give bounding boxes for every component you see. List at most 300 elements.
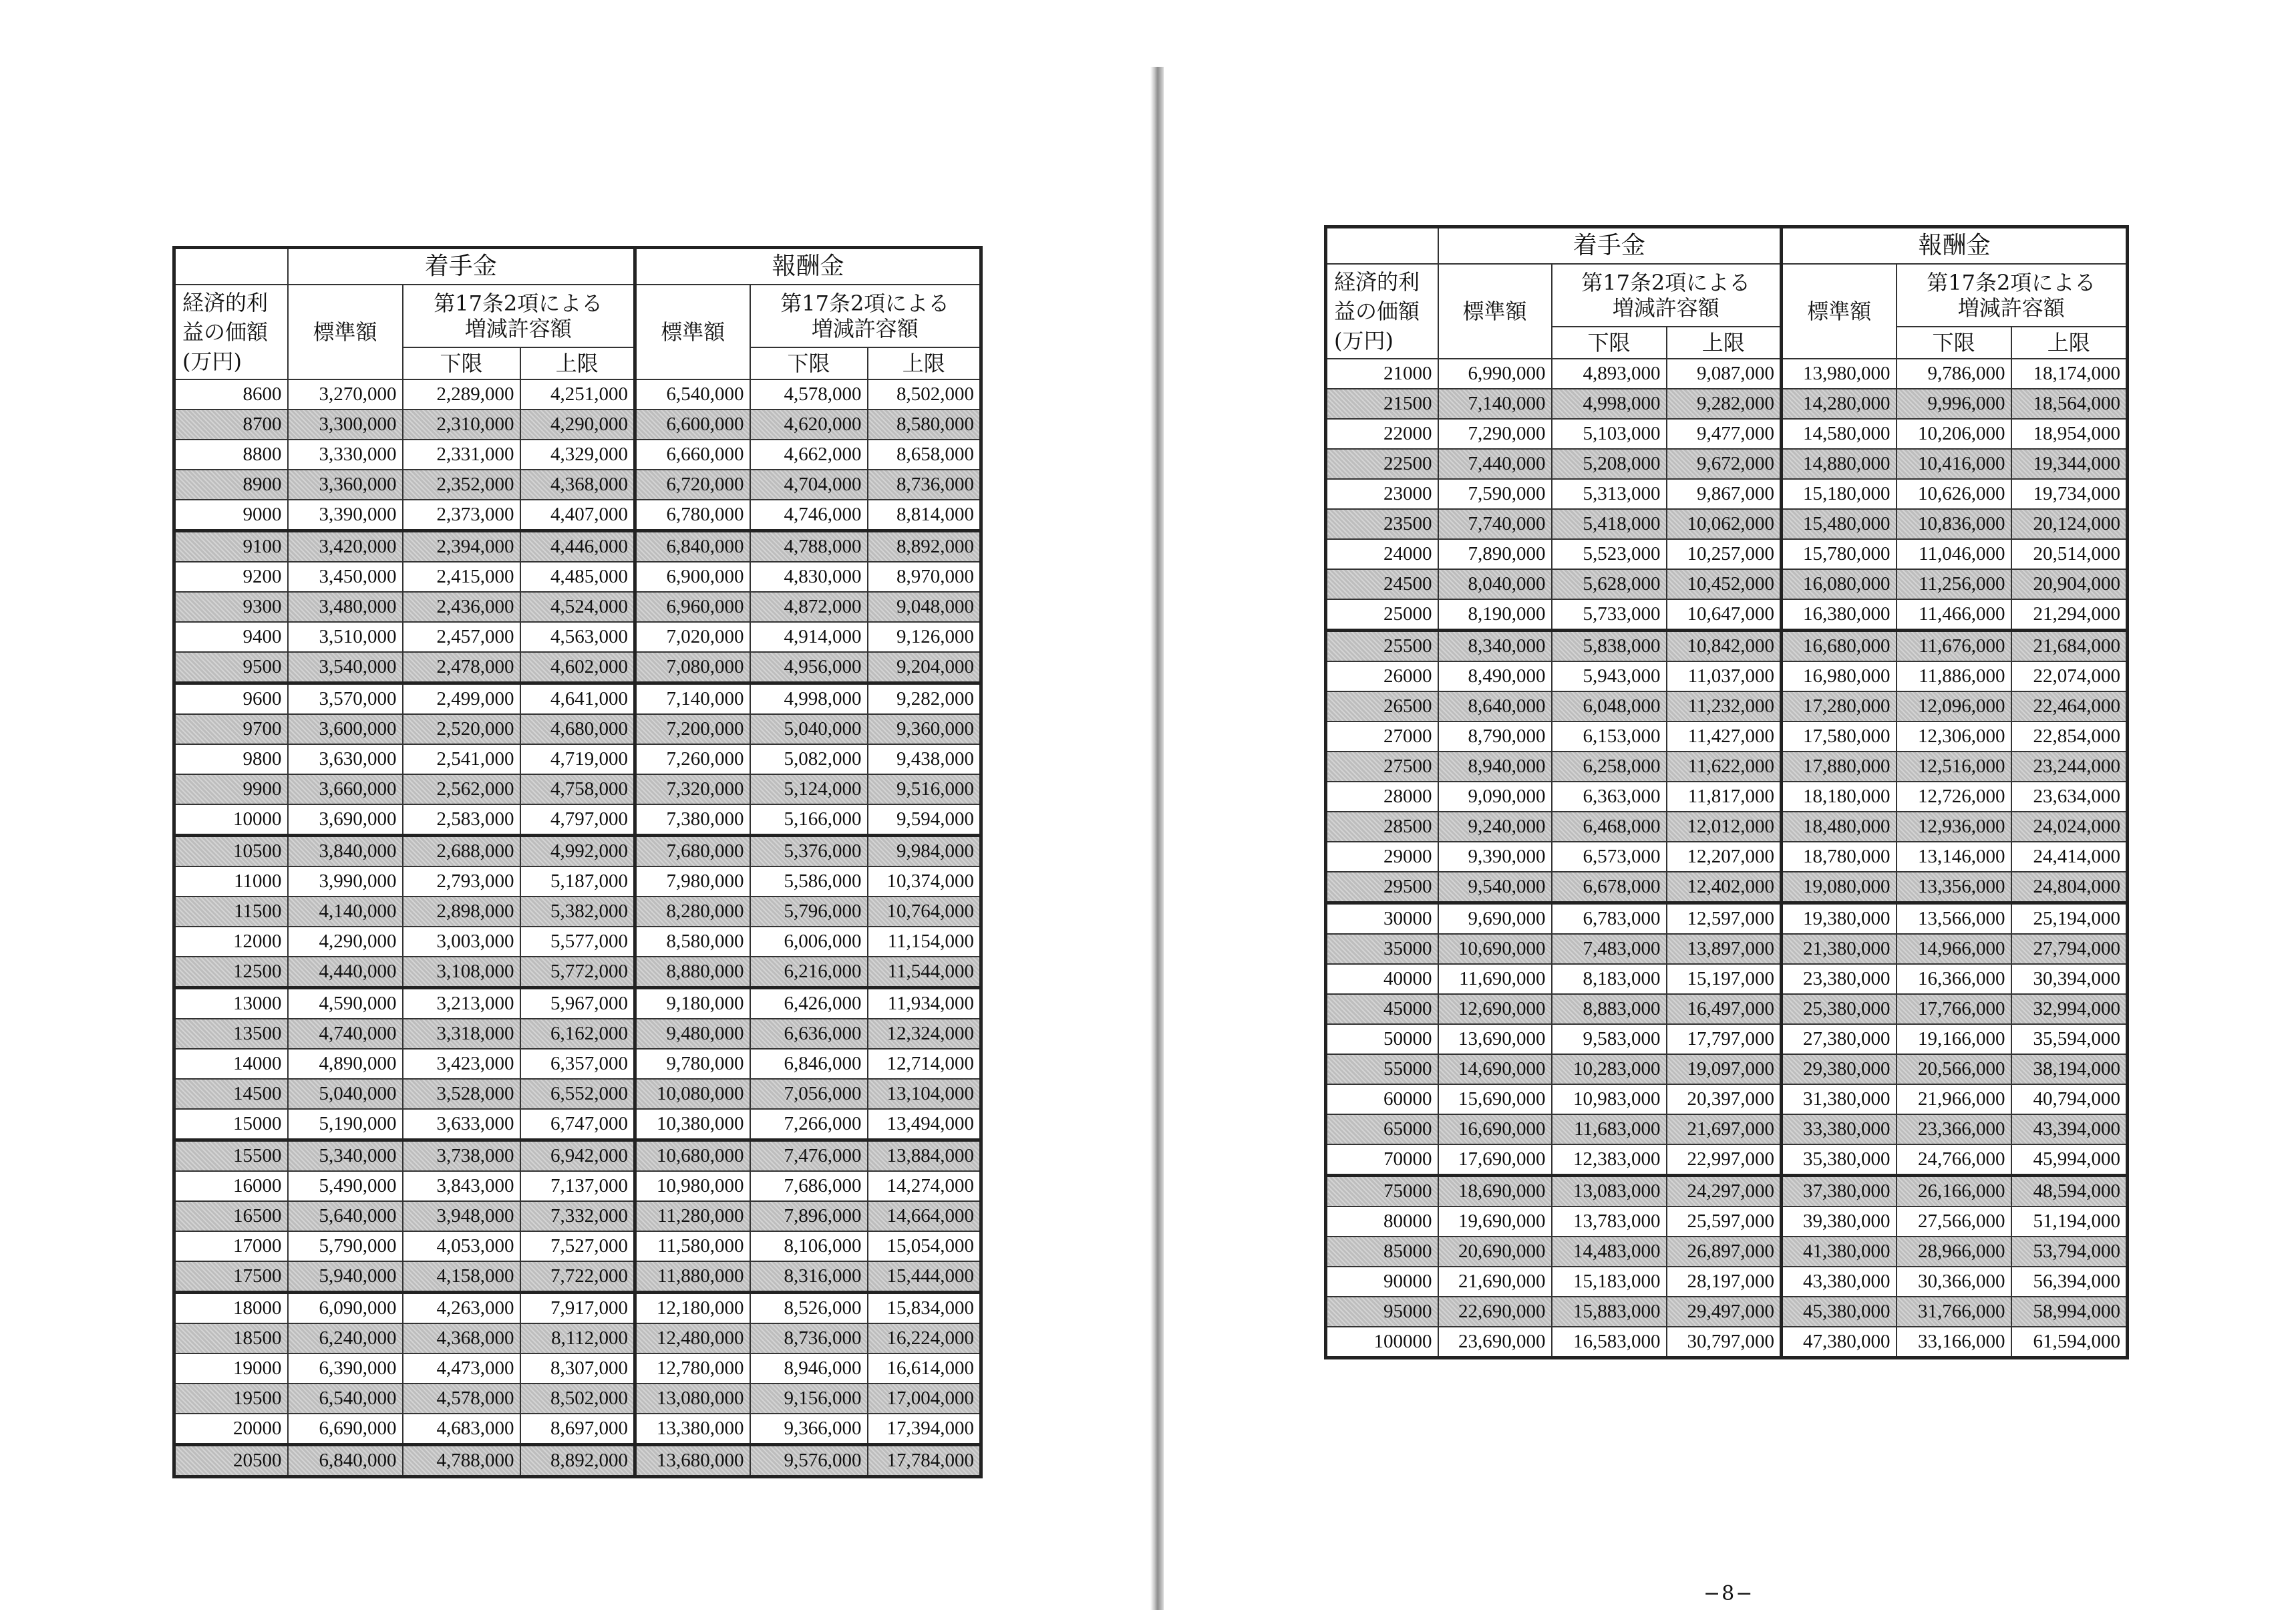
table-cell: 31,380,000 <box>1782 1084 1897 1114</box>
table-cell: 19,097,000 <box>1667 1054 1782 1084</box>
table-row <box>174 652 981 683</box>
group-reward: 報酬金 <box>635 248 981 285</box>
table-cell: 3,270,000 <box>288 379 403 410</box>
table-cell: 5,628,000 <box>1552 569 1667 599</box>
table-cell: 5,523,000 <box>1552 539 1667 569</box>
table-cell: 2,415,000 <box>403 562 520 592</box>
table-cell: 25,380,000 <box>1782 994 1897 1024</box>
table-cell: 61,594,000 <box>2011 1327 2128 1358</box>
table-cell: 7,332,000 <box>520 1201 635 1231</box>
table-cell: 4,662,000 <box>750 440 868 470</box>
table-cell: 2,499,000 <box>403 683 520 715</box>
table-cell: 2,520,000 <box>403 714 520 744</box>
table-row <box>174 1109 981 1140</box>
table-cell: 51,194,000 <box>2011 1206 2128 1237</box>
table-cell: 7,200,000 <box>635 714 750 744</box>
table-cell: 21,697,000 <box>1667 1114 1782 1144</box>
table-cell: 5,640,000 <box>288 1201 403 1231</box>
table-row <box>174 957 981 988</box>
table-cell: 11000 <box>174 866 288 897</box>
adjust-line: 第17条2項による <box>780 290 950 316</box>
table-cell: 6,153,000 <box>1552 721 1667 752</box>
table-cell: 6,090,000 <box>288 1293 403 1324</box>
table-cell: 22,464,000 <box>2011 691 2128 721</box>
table-cell: 7,483,000 <box>1552 934 1667 964</box>
table-cell: 6,660,000 <box>635 440 750 470</box>
table-cell: 8,502,000 <box>868 379 981 410</box>
table-cell: 5,772,000 <box>520 957 635 988</box>
table-cell: 27000 <box>1326 721 1438 752</box>
table-cell: 9,438,000 <box>868 744 981 774</box>
table-cell: 23000 <box>1326 479 1438 509</box>
table-cell: 4,251,000 <box>520 379 635 410</box>
table-cell: 4,830,000 <box>750 562 868 592</box>
table-cell: 26,897,000 <box>1667 1237 1782 1267</box>
table-cell: 4,290,000 <box>520 410 635 440</box>
table-cell: 2,373,000 <box>403 500 520 531</box>
table-row <box>1326 1144 2128 1176</box>
table-cell: 13500 <box>174 1019 288 1049</box>
table-cell: 5,577,000 <box>520 927 635 957</box>
table-cell: 11,817,000 <box>1667 782 1782 812</box>
table-row <box>1326 1024 2128 1054</box>
adjust-line: 増減許容額 <box>1612 295 1719 321</box>
table-cell: 8,580,000 <box>635 927 750 957</box>
table-cell: 4,590,000 <box>288 988 403 1019</box>
table-cell: 12,402,000 <box>1667 872 1782 903</box>
table-cell: 23,366,000 <box>1897 1114 2011 1144</box>
table-cell: 37,380,000 <box>1782 1176 1897 1207</box>
table-cell: 11,690,000 <box>1438 964 1552 994</box>
table-cell: 7,056,000 <box>750 1079 868 1109</box>
table-cell: 7,917,000 <box>520 1293 635 1324</box>
table-cell: 4,788,000 <box>403 1445 520 1477</box>
table-cell: 9500 <box>174 652 288 683</box>
table-row <box>1326 1176 2128 1207</box>
table-cell: 9,390,000 <box>1438 842 1552 872</box>
table-row <box>174 1201 981 1231</box>
table-cell: 6,720,000 <box>635 470 750 500</box>
table-cell: 16,380,000 <box>1782 599 1897 631</box>
table-cell: 9,540,000 <box>1438 872 1552 903</box>
table-cell: 4,053,000 <box>403 1231 520 1261</box>
table-cell: 5,940,000 <box>288 1261 403 1293</box>
table-cell: 8,190,000 <box>1438 599 1552 631</box>
table-cell: 10,062,000 <box>1667 509 1782 539</box>
table-cell: 8,940,000 <box>1438 752 1552 782</box>
table-cell: 12,096,000 <box>1897 691 2011 721</box>
table-cell: 11,037,000 <box>1667 661 1782 691</box>
table-cell: 41,380,000 <box>1782 1237 1897 1267</box>
table-row <box>174 836 981 867</box>
table-row <box>174 1445 981 1477</box>
upper-header: 上限 <box>1667 327 1782 359</box>
table-cell: 8,658,000 <box>868 440 981 470</box>
table-cell: 8,490,000 <box>1438 661 1552 691</box>
group-retainer: 着手金 <box>288 248 635 285</box>
table-cell: 29,497,000 <box>1667 1297 1782 1327</box>
table-cell: 20,514,000 <box>2011 539 2128 569</box>
table-cell: 3,528,000 <box>403 1079 520 1109</box>
table-cell: 60000 <box>1326 1084 1438 1114</box>
table-cell: 10,626,000 <box>1897 479 2011 509</box>
table-cell: 3,330,000 <box>288 440 403 470</box>
table-cell: 43,380,000 <box>1782 1267 1897 1297</box>
table-cell: 15500 <box>174 1140 288 1172</box>
upper-header: 上限 <box>868 347 981 379</box>
table-row <box>1326 569 2128 599</box>
table-cell: 18,954,000 <box>2011 419 2128 449</box>
table-cell: 5,418,000 <box>1552 509 1667 539</box>
table-cell: 10,206,000 <box>1897 419 2011 449</box>
table-cell: 3,843,000 <box>403 1171 520 1201</box>
table-cell: 9,090,000 <box>1438 782 1552 812</box>
table-cell: 4,620,000 <box>750 410 868 440</box>
table-cell: 10,257,000 <box>1667 539 1782 569</box>
table-cell: 4,992,000 <box>520 836 635 867</box>
table-cell: 13,897,000 <box>1667 934 1782 964</box>
table-cell: 13,356,000 <box>1897 872 2011 903</box>
table-row <box>174 500 981 531</box>
table-cell: 7,440,000 <box>1438 449 1552 479</box>
table-cell: 8,970,000 <box>868 562 981 592</box>
table-cell: 33,380,000 <box>1782 1114 1897 1144</box>
table-cell: 2,310,000 <box>403 410 520 440</box>
economic-benefit-header <box>174 285 288 379</box>
table-cell: 4,140,000 <box>288 897 403 927</box>
label-line: 経済的利 <box>1334 269 1420 295</box>
table-row <box>1326 1206 2128 1237</box>
table-row <box>174 1019 981 1049</box>
table-cell: 24,414,000 <box>2011 842 2128 872</box>
table-row <box>1326 1327 2128 1358</box>
table-cell: 22,074,000 <box>2011 661 2128 691</box>
table-cell: 18000 <box>174 1293 288 1324</box>
table-cell: 6,846,000 <box>750 1049 868 1079</box>
table-cell: 33,166,000 <box>1897 1327 2011 1358</box>
label-line: 経済的利 <box>182 290 269 315</box>
fee-table-right <box>1324 225 2126 1359</box>
table-cell: 10,690,000 <box>1438 934 1552 964</box>
corner-cell <box>1326 227 1438 265</box>
table-cell: 9000 <box>174 500 288 531</box>
table-cell: 15,780,000 <box>1782 539 1897 569</box>
adjust-line: 増減許容額 <box>464 315 572 341</box>
table-cell: 16,680,000 <box>1782 631 1897 662</box>
table-cell: 12,180,000 <box>635 1293 750 1324</box>
table-cell: 6,162,000 <box>520 1019 635 1049</box>
table-row <box>1326 1114 2128 1144</box>
table-cell: 8,580,000 <box>868 410 981 440</box>
table-cell: 3,420,000 <box>288 531 403 562</box>
table-cell: 5,586,000 <box>750 866 868 897</box>
table-cell: 11,683,000 <box>1552 1114 1667 1144</box>
table-cell: 6,258,000 <box>1552 752 1667 782</box>
table-cell: 12,690,000 <box>1438 994 1552 1024</box>
table-cell: 50000 <box>1326 1024 1438 1054</box>
table-cell: 12,516,000 <box>1897 752 2011 782</box>
table-cell: 8,502,000 <box>520 1384 635 1414</box>
table-cell: 25,597,000 <box>1667 1206 1782 1237</box>
table-cell: 6,048,000 <box>1552 691 1667 721</box>
economic-benefit-header <box>1326 264 1438 359</box>
table-row <box>174 1140 981 1172</box>
table-cell: 18,174,000 <box>2011 359 2128 389</box>
table-cell: 19000 <box>174 1353 288 1384</box>
table-cell: 10,452,000 <box>1667 569 1782 599</box>
standard-header: 標準額 <box>288 285 403 379</box>
table-cell: 4,797,000 <box>520 804 635 836</box>
table-cell: 35000 <box>1326 934 1438 964</box>
table-cell: 16,583,000 <box>1552 1327 1667 1358</box>
table-cell: 40,794,000 <box>2011 1084 2128 1114</box>
table-cell: 8900 <box>174 470 288 500</box>
table-cell: 5,040,000 <box>750 714 868 744</box>
table-cell: 2,688,000 <box>403 836 520 867</box>
table-row <box>174 683 981 715</box>
table-cell: 19,166,000 <box>1897 1024 2011 1054</box>
table-cell: 3,300,000 <box>288 410 403 440</box>
table-row <box>174 988 981 1019</box>
table-cell: 15,054,000 <box>868 1231 981 1261</box>
table-cell: 9300 <box>174 592 288 622</box>
table-cell: 14000 <box>174 1049 288 1079</box>
table-body <box>174 379 981 1477</box>
table-cell: 10,680,000 <box>635 1140 750 1172</box>
table-cell: 8,892,000 <box>520 1445 635 1477</box>
table-cell: 4,368,000 <box>403 1323 520 1353</box>
table-cell: 4,704,000 <box>750 470 868 500</box>
table-cell: 21,380,000 <box>1782 934 1897 964</box>
table-cell: 6,540,000 <box>635 379 750 410</box>
table-row <box>1326 782 2128 812</box>
table-cell: 3,423,000 <box>403 1049 520 1079</box>
table-cell: 7,380,000 <box>635 804 750 836</box>
table-cell: 7,260,000 <box>635 744 750 774</box>
table-cell: 3,570,000 <box>288 683 403 715</box>
table-row <box>174 744 981 774</box>
table-cell: 19,734,000 <box>2011 479 2128 509</box>
table-cell: 27500 <box>1326 752 1438 782</box>
table-cell: 10,980,000 <box>635 1171 750 1201</box>
table-cell: 6,678,000 <box>1552 872 1667 903</box>
table-cell: 5,190,000 <box>288 1109 403 1140</box>
table-cell: 5,103,000 <box>1552 419 1667 449</box>
table-cell: 13,494,000 <box>868 1109 981 1140</box>
table-cell: 14,664,000 <box>868 1201 981 1231</box>
table-cell: 6,426,000 <box>750 988 868 1019</box>
table-cell: 6,942,000 <box>520 1140 635 1172</box>
table-cell: 9,583,000 <box>1552 1024 1667 1054</box>
table-cell: 14,280,000 <box>1782 389 1897 419</box>
table-cell: 8800 <box>174 440 288 470</box>
table-cell: 14,880,000 <box>1782 449 1897 479</box>
page-fold <box>1150 67 1164 1610</box>
table-cell: 18,180,000 <box>1782 782 1897 812</box>
table-cell: 2,289,000 <box>403 379 520 410</box>
table-cell: 5,733,000 <box>1552 599 1667 631</box>
table-cell: 21,684,000 <box>2011 631 2128 662</box>
table-cell: 3,108,000 <box>403 957 520 988</box>
upper-header: 上限 <box>2011 327 2128 359</box>
table-cell: 6,783,000 <box>1552 903 1667 935</box>
table-cell: 4,680,000 <box>520 714 635 744</box>
table-cell: 12500 <box>174 957 288 988</box>
table-cell: 8,736,000 <box>868 470 981 500</box>
table-cell: 5,313,000 <box>1552 479 1667 509</box>
table-cell: 13,080,000 <box>635 1384 750 1414</box>
table-cell: 9,672,000 <box>1667 449 1782 479</box>
table-cell: 29,380,000 <box>1782 1054 1897 1084</box>
table-cell: 35,594,000 <box>2011 1024 2128 1054</box>
table-cell: 9,204,000 <box>868 652 981 683</box>
table-cell: 35,380,000 <box>1782 1144 1897 1176</box>
table-cell: 11,154,000 <box>868 927 981 957</box>
table-cell: 19,690,000 <box>1438 1206 1552 1237</box>
table-cell: 15,183,000 <box>1552 1267 1667 1297</box>
adjust-line: 増減許容額 <box>1957 295 2065 321</box>
table-cell: 7,140,000 <box>1438 389 1552 419</box>
table-cell: 30,797,000 <box>1667 1327 1782 1358</box>
table-cell: 16500 <box>174 1201 288 1231</box>
table-cell: 10,380,000 <box>635 1109 750 1140</box>
table-cell: 8600 <box>174 379 288 410</box>
table-row <box>1326 359 2128 389</box>
table-cell: 11,046,000 <box>1897 539 2011 569</box>
table-cell: 2,394,000 <box>403 531 520 562</box>
table-cell: 4,683,000 <box>403 1414 520 1445</box>
table-cell: 5,187,000 <box>520 866 635 897</box>
table-cell: 14500 <box>174 1079 288 1109</box>
table-cell: 4,914,000 <box>750 622 868 652</box>
table-cell: 21500 <box>1326 389 1438 419</box>
table-cell: 12,383,000 <box>1552 1144 1667 1176</box>
table-cell: 43,394,000 <box>2011 1114 2128 1144</box>
table-cell: 24,024,000 <box>2011 812 2128 842</box>
table-cell: 6,690,000 <box>288 1414 403 1445</box>
table-cell: 9,690,000 <box>1438 903 1552 935</box>
table-row <box>1326 419 2128 449</box>
table-cell: 25000 <box>1326 599 1438 631</box>
table-cell: 17000 <box>174 1231 288 1261</box>
table-cell: 4,788,000 <box>750 531 868 562</box>
table-cell: 9,594,000 <box>868 804 981 836</box>
table-cell: 3,633,000 <box>403 1109 520 1140</box>
table-cell: 8,526,000 <box>750 1293 868 1324</box>
table-cell: 8,106,000 <box>750 1231 868 1261</box>
adjust-header <box>1552 264 1782 327</box>
table-cell: 3,690,000 <box>288 804 403 836</box>
table-cell: 22500 <box>1326 449 1438 479</box>
table-cell: 48,594,000 <box>2011 1176 2128 1207</box>
table-row <box>174 1261 981 1293</box>
table-row <box>1326 449 2128 479</box>
table-cell: 12,597,000 <box>1667 903 1782 935</box>
table-cell: 11,466,000 <box>1897 599 2011 631</box>
table-row <box>174 1293 981 1324</box>
table-row <box>1326 1267 2128 1297</box>
table-cell: 27,380,000 <box>1782 1024 1897 1054</box>
table-cell: 6,840,000 <box>635 531 750 562</box>
table-cell: 19,344,000 <box>2011 449 2128 479</box>
table-cell: 8,883,000 <box>1552 994 1667 1024</box>
table-cell: 18500 <box>174 1323 288 1353</box>
table-cell: 11,934,000 <box>868 988 981 1019</box>
table-cell: 23,634,000 <box>2011 782 2128 812</box>
table-cell: 9,366,000 <box>750 1414 868 1445</box>
table-cell: 13,884,000 <box>868 1140 981 1172</box>
group-retainer: 着手金 <box>1438 227 1782 265</box>
table-cell: 24000 <box>1326 539 1438 569</box>
table-cell: 5,382,000 <box>520 897 635 927</box>
table-row <box>1326 1237 2128 1267</box>
label-line: 益の価額 <box>1334 299 1420 324</box>
table-cell: 8,880,000 <box>635 957 750 988</box>
table-cell: 22,690,000 <box>1438 1297 1552 1327</box>
table-cell: 5,376,000 <box>750 836 868 867</box>
table-cell: 3,318,000 <box>403 1019 520 1049</box>
table-cell: 20,566,000 <box>1897 1054 2011 1084</box>
table-cell: 3,360,000 <box>288 470 403 500</box>
table-cell: 6,600,000 <box>635 410 750 440</box>
table-cell: 16,690,000 <box>1438 1114 1552 1144</box>
table-cell: 6,900,000 <box>635 562 750 592</box>
table-cell: 8,640,000 <box>1438 691 1552 721</box>
table-cell: 6,573,000 <box>1552 842 1667 872</box>
table-cell: 30,366,000 <box>1897 1267 2011 1297</box>
table-cell: 16,980,000 <box>1782 661 1897 691</box>
table-row <box>1326 872 2128 903</box>
table-cell: 45000 <box>1326 994 1438 1024</box>
table-cell: 15,197,000 <box>1667 964 1782 994</box>
table-row <box>174 774 981 804</box>
table-cell: 8700 <box>174 410 288 440</box>
table-cell: 30000 <box>1326 903 1438 935</box>
lower-header: 下限 <box>750 347 868 379</box>
table-cell: 11,880,000 <box>635 1261 750 1293</box>
table-cell: 4,746,000 <box>750 500 868 531</box>
table-cell: 12,780,000 <box>635 1353 750 1384</box>
table-cell: 65000 <box>1326 1114 1438 1144</box>
table-cell: 9,282,000 <box>1667 389 1782 419</box>
table-cell: 9900 <box>174 774 288 804</box>
corner-cell <box>174 248 288 285</box>
table-cell: 39,380,000 <box>1782 1206 1897 1237</box>
table-row <box>174 622 981 652</box>
table-cell: 9,240,000 <box>1438 812 1552 842</box>
table-cell: 4,998,000 <box>750 683 868 715</box>
table-cell: 4,485,000 <box>520 562 635 592</box>
table-cell: 11500 <box>174 897 288 927</box>
lower-header: 下限 <box>1897 327 2011 359</box>
table-cell: 11,544,000 <box>868 957 981 988</box>
table-cell: 8,790,000 <box>1438 721 1552 752</box>
table-cell: 3,213,000 <box>403 988 520 1019</box>
table-cell: 12,207,000 <box>1667 842 1782 872</box>
table-cell: 10,283,000 <box>1552 1054 1667 1084</box>
table-cell: 4,890,000 <box>288 1049 403 1079</box>
table-cell: 9,126,000 <box>868 622 981 652</box>
table-cell: 12000 <box>174 927 288 957</box>
table-cell: 9,780,000 <box>635 1049 750 1079</box>
table-row <box>1326 509 2128 539</box>
table-cell: 11,676,000 <box>1897 631 2011 662</box>
table-cell: 53,794,000 <box>2011 1237 2128 1267</box>
table-row <box>1326 661 2128 691</box>
table-cell: 21,294,000 <box>2011 599 2128 631</box>
table-cell: 5,790,000 <box>288 1231 403 1261</box>
table-cell: 29500 <box>1326 872 1438 903</box>
